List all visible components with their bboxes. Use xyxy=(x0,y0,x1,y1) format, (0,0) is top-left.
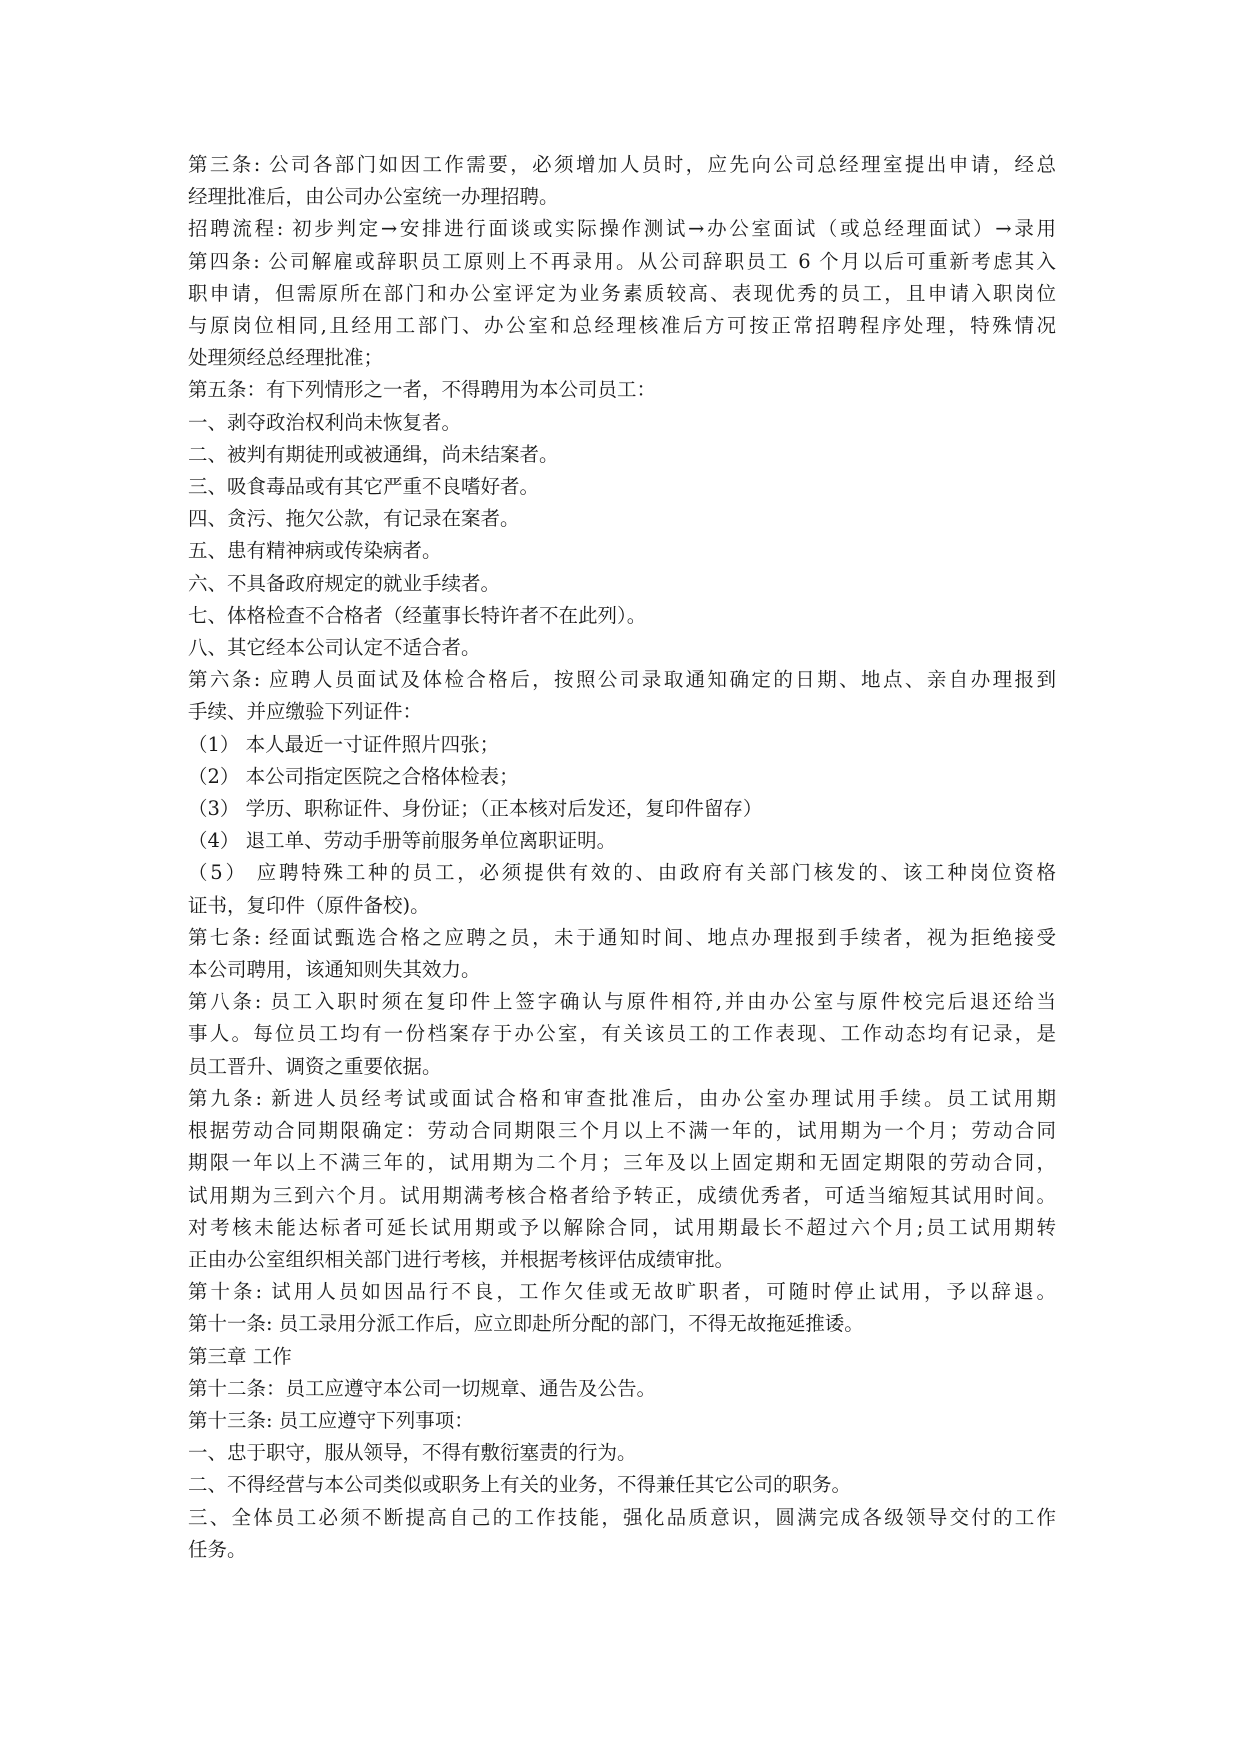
chapter-heading: 第三章 工作 xyxy=(188,1344,292,1368)
text-line: 三、吸食毒品或有其它严重不良嗜好者。 xyxy=(188,475,540,499)
text-line: 第四条: 公司解雇或辞职员工原则上不再录用。从公司辞职员工 6 个月以后可重新考虑其入 xyxy=(188,249,1056,273)
text-line: 第八条: 员工入职时须在复印件上签字确认与原件相符,并由办公室与原件校完后退还给当 xyxy=(188,990,1056,1014)
text-line: （5） 应聘特殊工种的员工，必须提供有效的、由政府有关部门核发的、该工种岗位资格 xyxy=(188,861,1056,885)
text-line: 招聘流程: 初步判定→安排进行面谈或实际操作测试→办公室面试（或总经理面试）→录用 xyxy=(188,217,1056,241)
document-page xyxy=(188,149,1056,1566)
text-line: 第七条: 经面试甄选合格之应聘之员，未于通知时间、地点办理报到手续者，视为拒绝接受 xyxy=(188,925,1056,949)
text-line: 与原岗位相同,且经用工部门、办公室和总经理核准后方可按正常招聘程序处理，特殊情况 xyxy=(188,314,1056,338)
text-line: 第十二条：员工应遵守本公司一切规章、通告及公告。 xyxy=(188,1376,657,1400)
text-line: 处理须经总经理批准； xyxy=(188,346,384,370)
text-line: 本公司聘用，该通知则失其效力。 xyxy=(188,958,481,982)
text-line: 一、剥夺政治权利尚未恢复者。 xyxy=(188,410,462,434)
text-line: （4） 退工单、劳动手册等前服务单位离职证明。 xyxy=(188,829,617,853)
text-line: 职申请，但需原所在部门和办公室评定为业务素质较高、表现优秀的员工，且申请入职岗位 xyxy=(188,281,1056,305)
text-line: 四、贪污、拖欠公款，有记录在案者。 xyxy=(188,507,520,531)
text-line: 手续、并应缴验下列证件： xyxy=(188,700,423,724)
text-line: 对考核未能达标者可延长试用期或予以解除合同，试用期最长不超过六个月;员工试用期转 xyxy=(188,1215,1056,1239)
text-line: 期限一年以上不满三年的，试用期为二个月；三年及以上固定期和无固定期限的劳动合同， xyxy=(188,1151,1056,1175)
text-line: 二、被判有期徒刑或被通缉，尚未结案者。 xyxy=(188,442,559,466)
text-line: 员工晋升、调资之重要依据。 xyxy=(188,1054,442,1078)
text-line: 七、体格检查不合格者（经董事长特许者不在此列）。 xyxy=(188,603,647,627)
text-line: 三、全体员工必须不断提高自己的工作技能，强化品质意识，圆满完成各级领导交付的工作 xyxy=(188,1505,1056,1529)
text-line: 第六条: 应聘人员面试及体检合格后，按照公司录取通知确定的日期、地点、亲自办理报到 xyxy=(188,668,1056,692)
text-line: 一、忠于职守，服从领导，不得有敷衍塞责的行为。 xyxy=(188,1441,637,1465)
text-line: 第十三条: 员工应遵守下列事项： xyxy=(188,1408,474,1432)
text-line: 证书，复印件（原件备校)。 xyxy=(188,893,430,917)
text-line: 任务。 xyxy=(188,1537,247,1561)
text-line: 六、不具备政府规定的就业手续者。 xyxy=(188,571,501,595)
text-line: 正由办公室组织相关部门进行考核，并根据考核评估成绩审批。 xyxy=(188,1247,735,1271)
text-line: 五、患有精神病或传染病者。 xyxy=(188,539,442,563)
text-line: 试用期为三到六个月。试用期满考核合格者给予转正，成绩优秀者，可适当缩短其试用时间。 xyxy=(188,1183,1056,1207)
text-line: 第九条: 新进人员经考试或面试合格和审查批准后，由办公室办理试用手续。员工试用期 xyxy=(188,1086,1056,1110)
text-line: （2） 本公司指定医院之合格体检表； xyxy=(188,764,519,788)
text-line: 第十一条: 员工录用分派工作后，应立即赴所分配的部门，不得无故拖延推诿。 xyxy=(188,1312,864,1336)
text-line: 八、其它经本公司认定不适合者。 xyxy=(188,636,481,660)
text-line: 二、不得经营与本公司类似或职务上有关的业务，不得兼任其它公司的职务。 xyxy=(188,1473,852,1497)
text-line: 第三条: 公司各部门如因工作需要，必须增加人员时，应先向公司总经理室提出申请，经总 xyxy=(188,153,1056,176)
text-line: 第五条：有下列情形之一者，不得聘用为本公司员工： xyxy=(188,378,657,402)
text-line: （3） 学历、职称证件、身份证；（正本核对后发还，复印件留存） xyxy=(188,797,763,821)
text-line: 第十条: 试用人员如因品行不良，工作欠佳或无故旷职者，可随时停止试用，予以辞退。 xyxy=(188,1280,1056,1304)
text-line: （1） 本人最近一寸证件照片四张； xyxy=(188,732,500,756)
text-line: 根据劳动合同期限确定：劳动合同期限三个月以上不满一年的，试用期为一个月；劳动合同 xyxy=(188,1119,1056,1143)
text-line: 经理批准后，由公司办公室统一办理招聘。 xyxy=(188,185,559,209)
text-line: 事人。每位员工均有一份档案存于办公室，有关该员工的工作表现、工作动态均有记录，是 xyxy=(188,1022,1056,1046)
